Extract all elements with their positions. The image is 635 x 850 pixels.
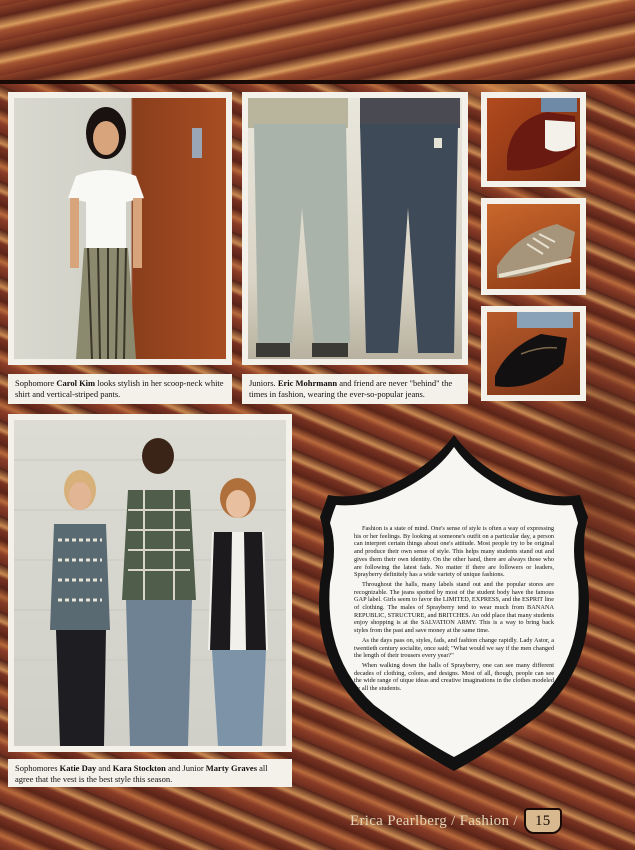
- photo-jeans: [248, 98, 462, 359]
- article-paragraph: Throughout the halls, many labels stand out and the popular stores are recognizable. The jeans spotted by most of the student body have the famous GAP label. Girls seem to favor the LIMITED, EXPRESS, and the ESPRIT line of clothing. The males of Sprayberry tend to wear much from BANANA REPUBLIC, STRUCTURE, and BRITCHES. An odd place that many students enjoy shopping is at the SALVATION ARMY. This is a way to bring back styles from the past and save money at the same time.: [354, 580, 554, 635]
- photo-group-vests: [14, 420, 286, 746]
- caption-carol-kim: [8, 374, 232, 404]
- caption-name: Marty Graves: [205, 763, 257, 773]
- caption-text: and Junior: [165, 763, 206, 773]
- shield-article: [306, 433, 602, 773]
- photo-shoe-loafer: [487, 98, 580, 181]
- caption-jeans: [242, 374, 468, 404]
- photo-shoe-sneaker-frame: [481, 198, 586, 295]
- photo-group-vests-frame: [8, 414, 292, 752]
- caption-name: Katie Day: [59, 763, 97, 773]
- page-number: 15: [524, 808, 562, 834]
- photo-carol-kim: [14, 98, 226, 359]
- photo-shoe-sneaker: [487, 204, 580, 289]
- photo-shoe-loafer-frame: [481, 92, 586, 187]
- article-paragraph: When walking down the halls of Sprayberry, one can see many different decades of clothing, colors, and designs. Most of all, though, people can see the wide range of uique ideas and creative imaginations in the clothes modeled by all the students.: [354, 661, 554, 693]
- article-body: [354, 525, 554, 695]
- caption-name: Carol Kim: [56, 378, 96, 388]
- group-figures: [14, 420, 286, 746]
- caption-group-vests: [8, 759, 292, 787]
- caption-name: Eric Mohrmann: [277, 378, 338, 388]
- loafer-shoe: [487, 98, 580, 181]
- footer-credit: Erica Pearlberg / Fashion /: [350, 812, 518, 829]
- page-footer: [350, 808, 562, 834]
- carol-kim-figure: [14, 98, 226, 359]
- caption-name: Kara Stockton: [112, 763, 166, 773]
- jeans-figures: [248, 98, 462, 359]
- article-paragraph: Fashion is a state of mind. One's sense of style is often a way of expressing his or her feelings. By looking at someone's outfit on a particular day, a person can interpret certain things about one's attitude. Most people try to be original and produce their own sense of style. This helps many students stand out and gives them their own identity. On the other hand, there are always those who are following the latest fads. No matter if there are followers or leaders, Sprayberry definitely has a wide variety of unique fashions.: [354, 525, 554, 579]
- caption-text: Sophomores: [15, 763, 60, 773]
- marble-header-band: [0, 0, 635, 80]
- photo-carol-kim-frame: [8, 92, 232, 365]
- header-rule: [0, 80, 635, 84]
- photo-shoe-flat: [487, 312, 580, 395]
- caption-text: and: [96, 763, 113, 773]
- article-paragraph: As the days pass on, styles, fads, and fashion change rapidly. Lady Astor, a twentieth century socialite, once said; "What would we say if the men changed the length of their trousers every year?": [354, 636, 554, 660]
- caption-text: looks stylish in her scoop-neck white shirt and vertical-striped pants.: [15, 378, 224, 399]
- photo-shoe-flat-frame: [481, 306, 586, 401]
- caption-text: all agree that the vest is the best style this season.: [15, 763, 268, 784]
- caption-text: and friend are never "behind" the times in fashion, wearing the ever-so-popular jeans.: [249, 378, 453, 399]
- photo-jeans-frame: [242, 92, 468, 365]
- caption-text: Sophomore: [15, 378, 57, 388]
- flat-shoe: [487, 312, 580, 395]
- sneaker-shoe: [487, 204, 580, 289]
- caption-text: Juniors.: [249, 378, 278, 388]
